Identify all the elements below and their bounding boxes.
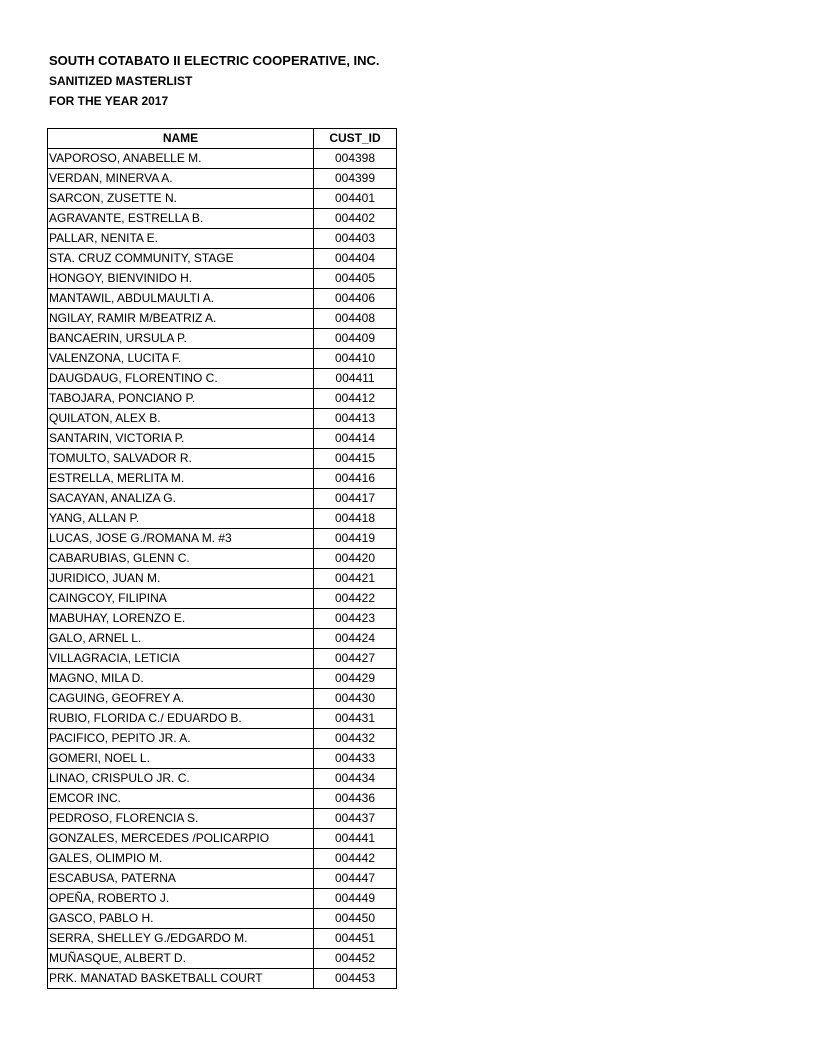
customer-id-cell: 004413 [314, 409, 397, 429]
customer-name-cell: MANTAWIL, ABDULMAULTI A. [48, 289, 314, 309]
customer-name-cell: GALES, OLIMPIO M. [48, 849, 314, 869]
customer-name-cell: SARCON, ZUSETTE N. [48, 189, 314, 209]
customer-id-cell: 004404 [314, 249, 397, 269]
customer-name-cell: PEDROSO, FLORENCIA S. [48, 809, 314, 829]
table-row [48, 149, 397, 169]
table-row [48, 609, 397, 629]
table-row [48, 189, 397, 209]
table-row [48, 769, 397, 789]
customer-name-cell: PRK. MANATAD BASKETBALL COURT [48, 969, 314, 989]
table-row [48, 649, 397, 669]
customer-name-cell: RUBIO, FLORIDA C./ EDUARDO B. [48, 709, 314, 729]
customer-id-cell: 004401 [314, 189, 397, 209]
table-row [48, 529, 397, 549]
table-row [48, 949, 397, 969]
document-period: FOR THE YEAR 2017 [49, 94, 169, 108]
customer-id-cell: 004453 [314, 969, 397, 989]
customer-id-cell: 004418 [314, 509, 397, 529]
customer-name-cell: JURIDICO, JUAN M. [48, 569, 314, 589]
customer-id-cell: 004408 [314, 309, 397, 329]
customer-name-cell: CABARUBIAS, GLENN C. [48, 549, 314, 569]
customer-name-cell: LINAO, CRISPULO JR. C. [48, 769, 314, 789]
customer-name-cell: VERDAN, MINERVA A. [48, 169, 314, 189]
customer-id-cell: 004442 [314, 849, 397, 869]
table-row [48, 449, 397, 469]
customer-name-cell: PACIFICO, PEPITO JR. A. [48, 729, 314, 749]
customer-name-cell: STA. CRUZ COMMUNITY, STAGE [48, 249, 314, 269]
customer-name-cell: QUILATON, ALEX B. [48, 409, 314, 429]
table-body [48, 149, 397, 989]
table-row [48, 489, 397, 509]
table-row [48, 309, 397, 329]
table-row [48, 669, 397, 689]
table-row [48, 729, 397, 749]
table-row [48, 709, 397, 729]
customer-name-cell: OPEÑA, ROBERTO J. [48, 889, 314, 909]
customer-name-cell: NGILAY, RAMIR M/BEATRIZ A. [48, 309, 314, 329]
customer-id-cell: 004410 [314, 349, 397, 369]
table-row [48, 269, 397, 289]
table-row [48, 229, 397, 249]
customer-name-cell: PALLAR, NENITA E. [48, 229, 314, 249]
customer-id-cell: 004409 [314, 329, 397, 349]
customer-name-cell: TOMULTO, SALVADOR R. [48, 449, 314, 469]
customer-name-cell: MUÑASQUE, ALBERT D. [48, 949, 314, 969]
customer-name-cell: VALENZONA, LUCITA F. [48, 349, 314, 369]
customer-id-cell: 004451 [314, 929, 397, 949]
table-row [48, 929, 397, 949]
company-name: SOUTH COTABATO II ELECTRIC COOPERATIVE, INC. [49, 53, 380, 68]
table-row [48, 389, 397, 409]
masterlist-table [47, 128, 397, 989]
table-row [48, 909, 397, 929]
customer-id-cell: 004412 [314, 389, 397, 409]
table-row [48, 409, 397, 429]
customer-name-cell: MABUHAY, LORENZO E. [48, 609, 314, 629]
table-row [48, 969, 397, 989]
table-row [48, 889, 397, 909]
customer-name-cell: SERRA, SHELLEY G./EDGARDO M. [48, 929, 314, 949]
table-row [48, 549, 397, 569]
customer-id-cell: 004422 [314, 589, 397, 609]
column-header-cust-id: CUST_ID [314, 129, 397, 149]
customer-id-cell: 004434 [314, 769, 397, 789]
table-row [48, 469, 397, 489]
customer-id-cell: 004411 [314, 369, 397, 389]
customer-id-cell: 004432 [314, 729, 397, 749]
table-row [48, 569, 397, 589]
customer-id-cell: 004433 [314, 749, 397, 769]
customer-id-cell: 004406 [314, 289, 397, 309]
customer-name-cell: VAPOROSO, ANABELLE M. [48, 149, 314, 169]
customer-name-cell: BANCAERIN, URSULA P. [48, 329, 314, 349]
customer-id-cell: 004416 [314, 469, 397, 489]
customer-id-cell: 004403 [314, 229, 397, 249]
table-row [48, 329, 397, 349]
customer-id-cell: 004423 [314, 609, 397, 629]
table-row [48, 789, 397, 809]
customer-name-cell: ESTRELLA, MERLITA M. [48, 469, 314, 489]
customer-name-cell: GONZALES, MERCEDES /POLICARPIO [48, 829, 314, 849]
customer-name-cell: VILLAGRACIA, LETICIA [48, 649, 314, 669]
customer-id-cell: 004417 [314, 489, 397, 509]
customer-id-cell: 004430 [314, 689, 397, 709]
table-row [48, 289, 397, 309]
customer-name-cell: GASCO, PABLO H. [48, 909, 314, 929]
table-row [48, 849, 397, 869]
customer-name-cell: YANG, ALLAN P. [48, 509, 314, 529]
customer-id-cell: 004424 [314, 629, 397, 649]
customer-id-cell: 004431 [314, 709, 397, 729]
table-row [48, 829, 397, 849]
table-row [48, 629, 397, 649]
table-row [48, 429, 397, 449]
customer-id-cell: 004447 [314, 869, 397, 889]
customer-id-cell: 004414 [314, 429, 397, 449]
customer-name-cell: TABOJARA, PONCIANO P. [48, 389, 314, 409]
document-header [49, 51, 380, 111]
table-row [48, 369, 397, 389]
customer-id-cell: 004419 [314, 529, 397, 549]
table-row [48, 249, 397, 269]
customer-id-cell: 004437 [314, 809, 397, 829]
column-header-name: NAME [48, 129, 314, 149]
customer-id-cell: 004436 [314, 789, 397, 809]
table-row [48, 749, 397, 769]
table-row [48, 509, 397, 529]
customer-id-cell: 004441 [314, 829, 397, 849]
table-header-row [48, 129, 397, 149]
customer-id-cell: 004405 [314, 269, 397, 289]
customer-name-cell: GALO, ARNEL L. [48, 629, 314, 649]
table-row [48, 169, 397, 189]
customer-id-cell: 004421 [314, 569, 397, 589]
customer-id-cell: 004450 [314, 909, 397, 929]
customer-id-cell: 004449 [314, 889, 397, 909]
customer-name-cell: LUCAS, JOSE G./ROMANA M. #3 [48, 529, 314, 549]
table-row [48, 209, 397, 229]
customer-id-cell: 004402 [314, 209, 397, 229]
customer-name-cell: CAINGCOY, FILIPINA [48, 589, 314, 609]
table-row [48, 809, 397, 829]
customer-id-cell: 004452 [314, 949, 397, 969]
customer-name-cell: EMCOR INC. [48, 789, 314, 809]
customer-name-cell: GOMERI, NOEL L. [48, 749, 314, 769]
table-row [48, 689, 397, 709]
customer-name-cell: SANTARIN, VICTORIA P. [48, 429, 314, 449]
customer-name-cell: ESCABUSA, PATERNA [48, 869, 314, 889]
customer-id-cell: 004429 [314, 669, 397, 689]
customer-name-cell: CAGUING, GEOFREY A. [48, 689, 314, 709]
customer-name-cell: AGRAVANTE, ESTRELLA B. [48, 209, 314, 229]
document-title: SANITIZED MASTERLIST [49, 74, 193, 88]
customer-id-cell: 004420 [314, 549, 397, 569]
table-row [48, 869, 397, 889]
table-row [48, 349, 397, 369]
customer-name-cell: SACAYAN, ANALIZA G. [48, 489, 314, 509]
customer-name-cell: DAUGDAUG, FLORENTINO C. [48, 369, 314, 389]
customer-id-cell: 004415 [314, 449, 397, 469]
customer-name-cell: HONGOY, BIENVINIDO H. [48, 269, 314, 289]
customer-id-cell: 004399 [314, 169, 397, 189]
customer-id-cell: 004427 [314, 649, 397, 669]
customer-name-cell: MAGNO, MILA D. [48, 669, 314, 689]
table-row [48, 589, 397, 609]
customer-id-cell: 004398 [314, 149, 397, 169]
